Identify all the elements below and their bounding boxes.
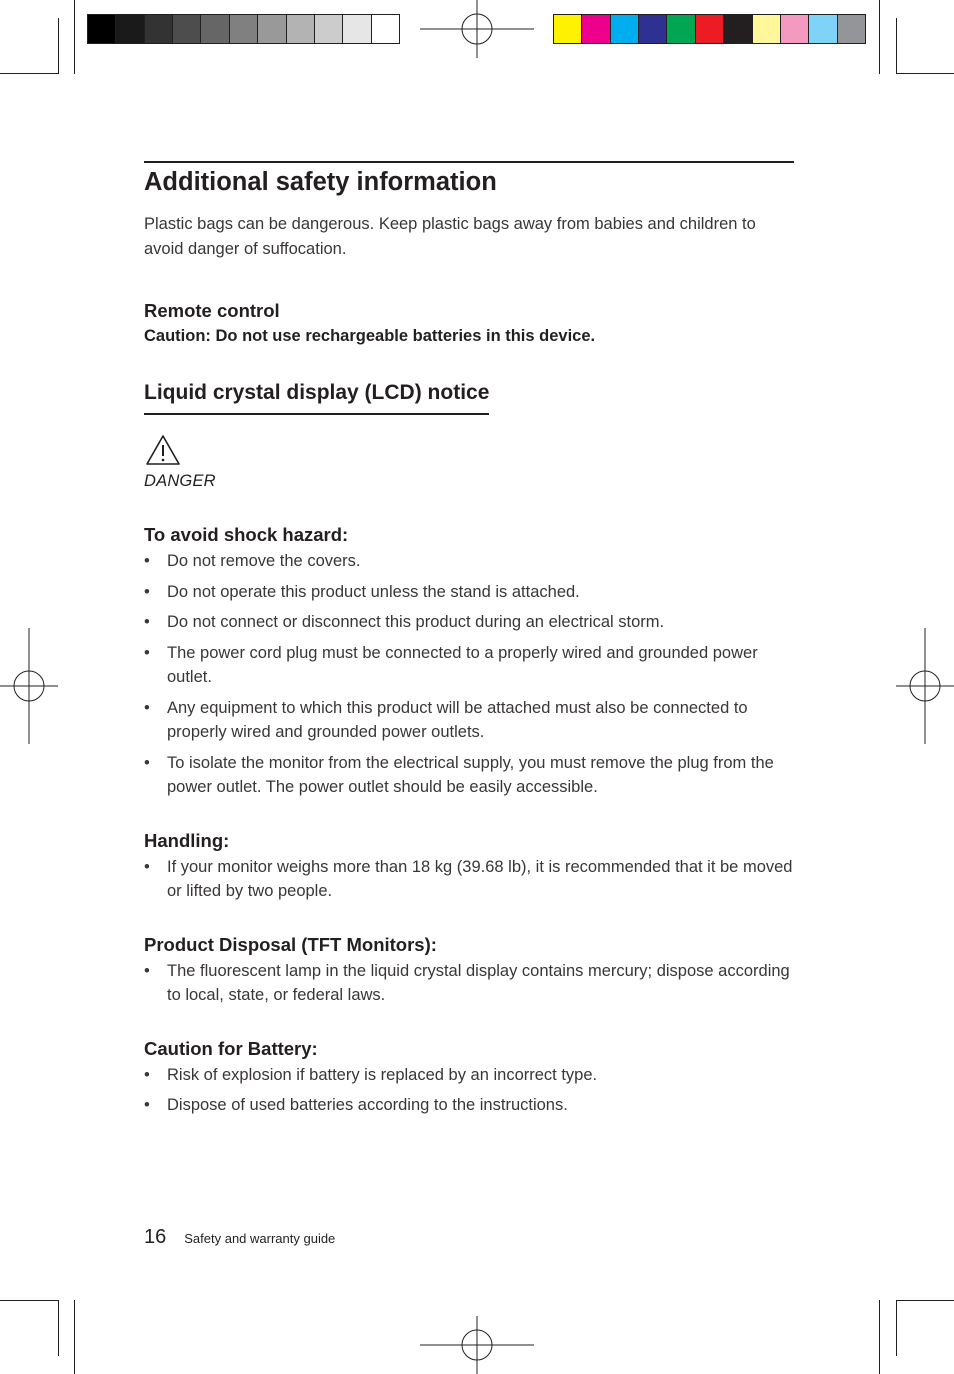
list-item: • Do not connect or disconnect this product during an electrical storm. (144, 610, 794, 635)
process-color-swatch (611, 15, 639, 43)
shock-hazard-heading: To avoid shock hazard: (144, 524, 349, 545)
list-item: • Dispose of used batteries according to the instructions. (144, 1093, 794, 1118)
battery-caution-list (144, 1063, 794, 1118)
process-color-swatch (838, 15, 865, 43)
list-item: • To isolate the monitor from the electrical supply, you must remove the plug from the power outlet. The power outlet should be easily accessible. (144, 751, 794, 800)
page-content (144, 161, 794, 1118)
product-disposal-section (144, 933, 794, 1008)
process-color-swatch (582, 15, 610, 43)
process-color-swatch (809, 15, 837, 43)
grayscale-swatch (116, 15, 144, 43)
grayscale-swatch (372, 15, 399, 43)
handling-list (144, 855, 794, 904)
battery-caution-section (144, 1037, 794, 1118)
guide-name: Safety and warranty guide (184, 1231, 336, 1246)
product-disposal-list (144, 959, 794, 1008)
shock-hazard-section (144, 523, 794, 800)
registration-mark-top-icon (420, 0, 534, 60)
page-title: Additional safety information (144, 168, 497, 196)
danger-block (144, 433, 794, 491)
process-color-swatch (696, 15, 724, 43)
battery-caution-heading: Caution for Battery: (144, 1037, 318, 1059)
handling-heading: Handling: (144, 829, 230, 851)
list-item: • Do not operate this product unless the stand is attached. (144, 580, 794, 605)
remote-control-heading: Remote control (144, 300, 280, 321)
grayscale-swatch (287, 15, 315, 43)
page-number: 16 (144, 1226, 167, 1248)
grayscale-swatch (230, 15, 258, 43)
process-color-swatch (781, 15, 809, 43)
page-footer (144, 1226, 335, 1249)
intro-paragraph: Plastic bags can be dangerous. Keep plastic bags away from babies and children to avoid danger of suffocation. (144, 215, 756, 258)
remote-control-section (144, 299, 794, 347)
handling-section (144, 829, 794, 904)
warning-triangle-icon (144, 433, 182, 467)
grayscale-swatch (258, 15, 286, 43)
lcd-notice-section (144, 379, 794, 491)
grayscale-swatch (343, 15, 371, 43)
process-color-swatch (724, 15, 752, 43)
process-color-swatch (753, 15, 781, 43)
lcd-notice-heading: Liquid crystal display (LCD) notice (144, 379, 489, 415)
registration-mark-left-icon (0, 628, 58, 744)
process-color-bar (553, 14, 866, 44)
product-disposal-heading: Product Disposal (TFT Monitors): (144, 933, 437, 955)
registration-mark-bottom-icon (420, 1316, 534, 1374)
title-rule (144, 161, 794, 163)
grayscale-swatch (145, 15, 173, 43)
grayscale-swatch (173, 15, 201, 43)
remote-control-caution: Caution: Do not use rechargeable batteries in this device. (144, 327, 596, 345)
shock-hazard-list (144, 549, 794, 800)
process-color-swatch (554, 15, 582, 43)
list-item: • Any equipment to which this product will be attached must also be connected to properly wired and grounded power outlets. (144, 696, 794, 745)
process-color-swatch (639, 15, 667, 43)
grayscale-swatch (88, 15, 116, 43)
registration-mark-right-icon (896, 628, 954, 744)
list-item: • The power cord plug must be connected to a properly wired and grounded power outlet. (144, 641, 794, 690)
process-color-swatch (667, 15, 695, 43)
danger-label: DANGER (144, 472, 216, 490)
grayscale-swatch (201, 15, 229, 43)
list-item: • The fluorescent lamp in the liquid crystal display contains mercury; dispose according to local, state, or federal laws. (144, 959, 794, 1008)
grayscale-color-bar (87, 14, 400, 44)
list-item: • Risk of explosion if battery is replaced by an incorrect type. (144, 1063, 794, 1088)
list-item: • Do not remove the covers. (144, 549, 794, 574)
grayscale-swatch (315, 15, 343, 43)
list-item: • If your monitor weighs more than 18 kg (39.68 lb), it is recommended that it be moved or lifted by two people. (144, 855, 794, 904)
